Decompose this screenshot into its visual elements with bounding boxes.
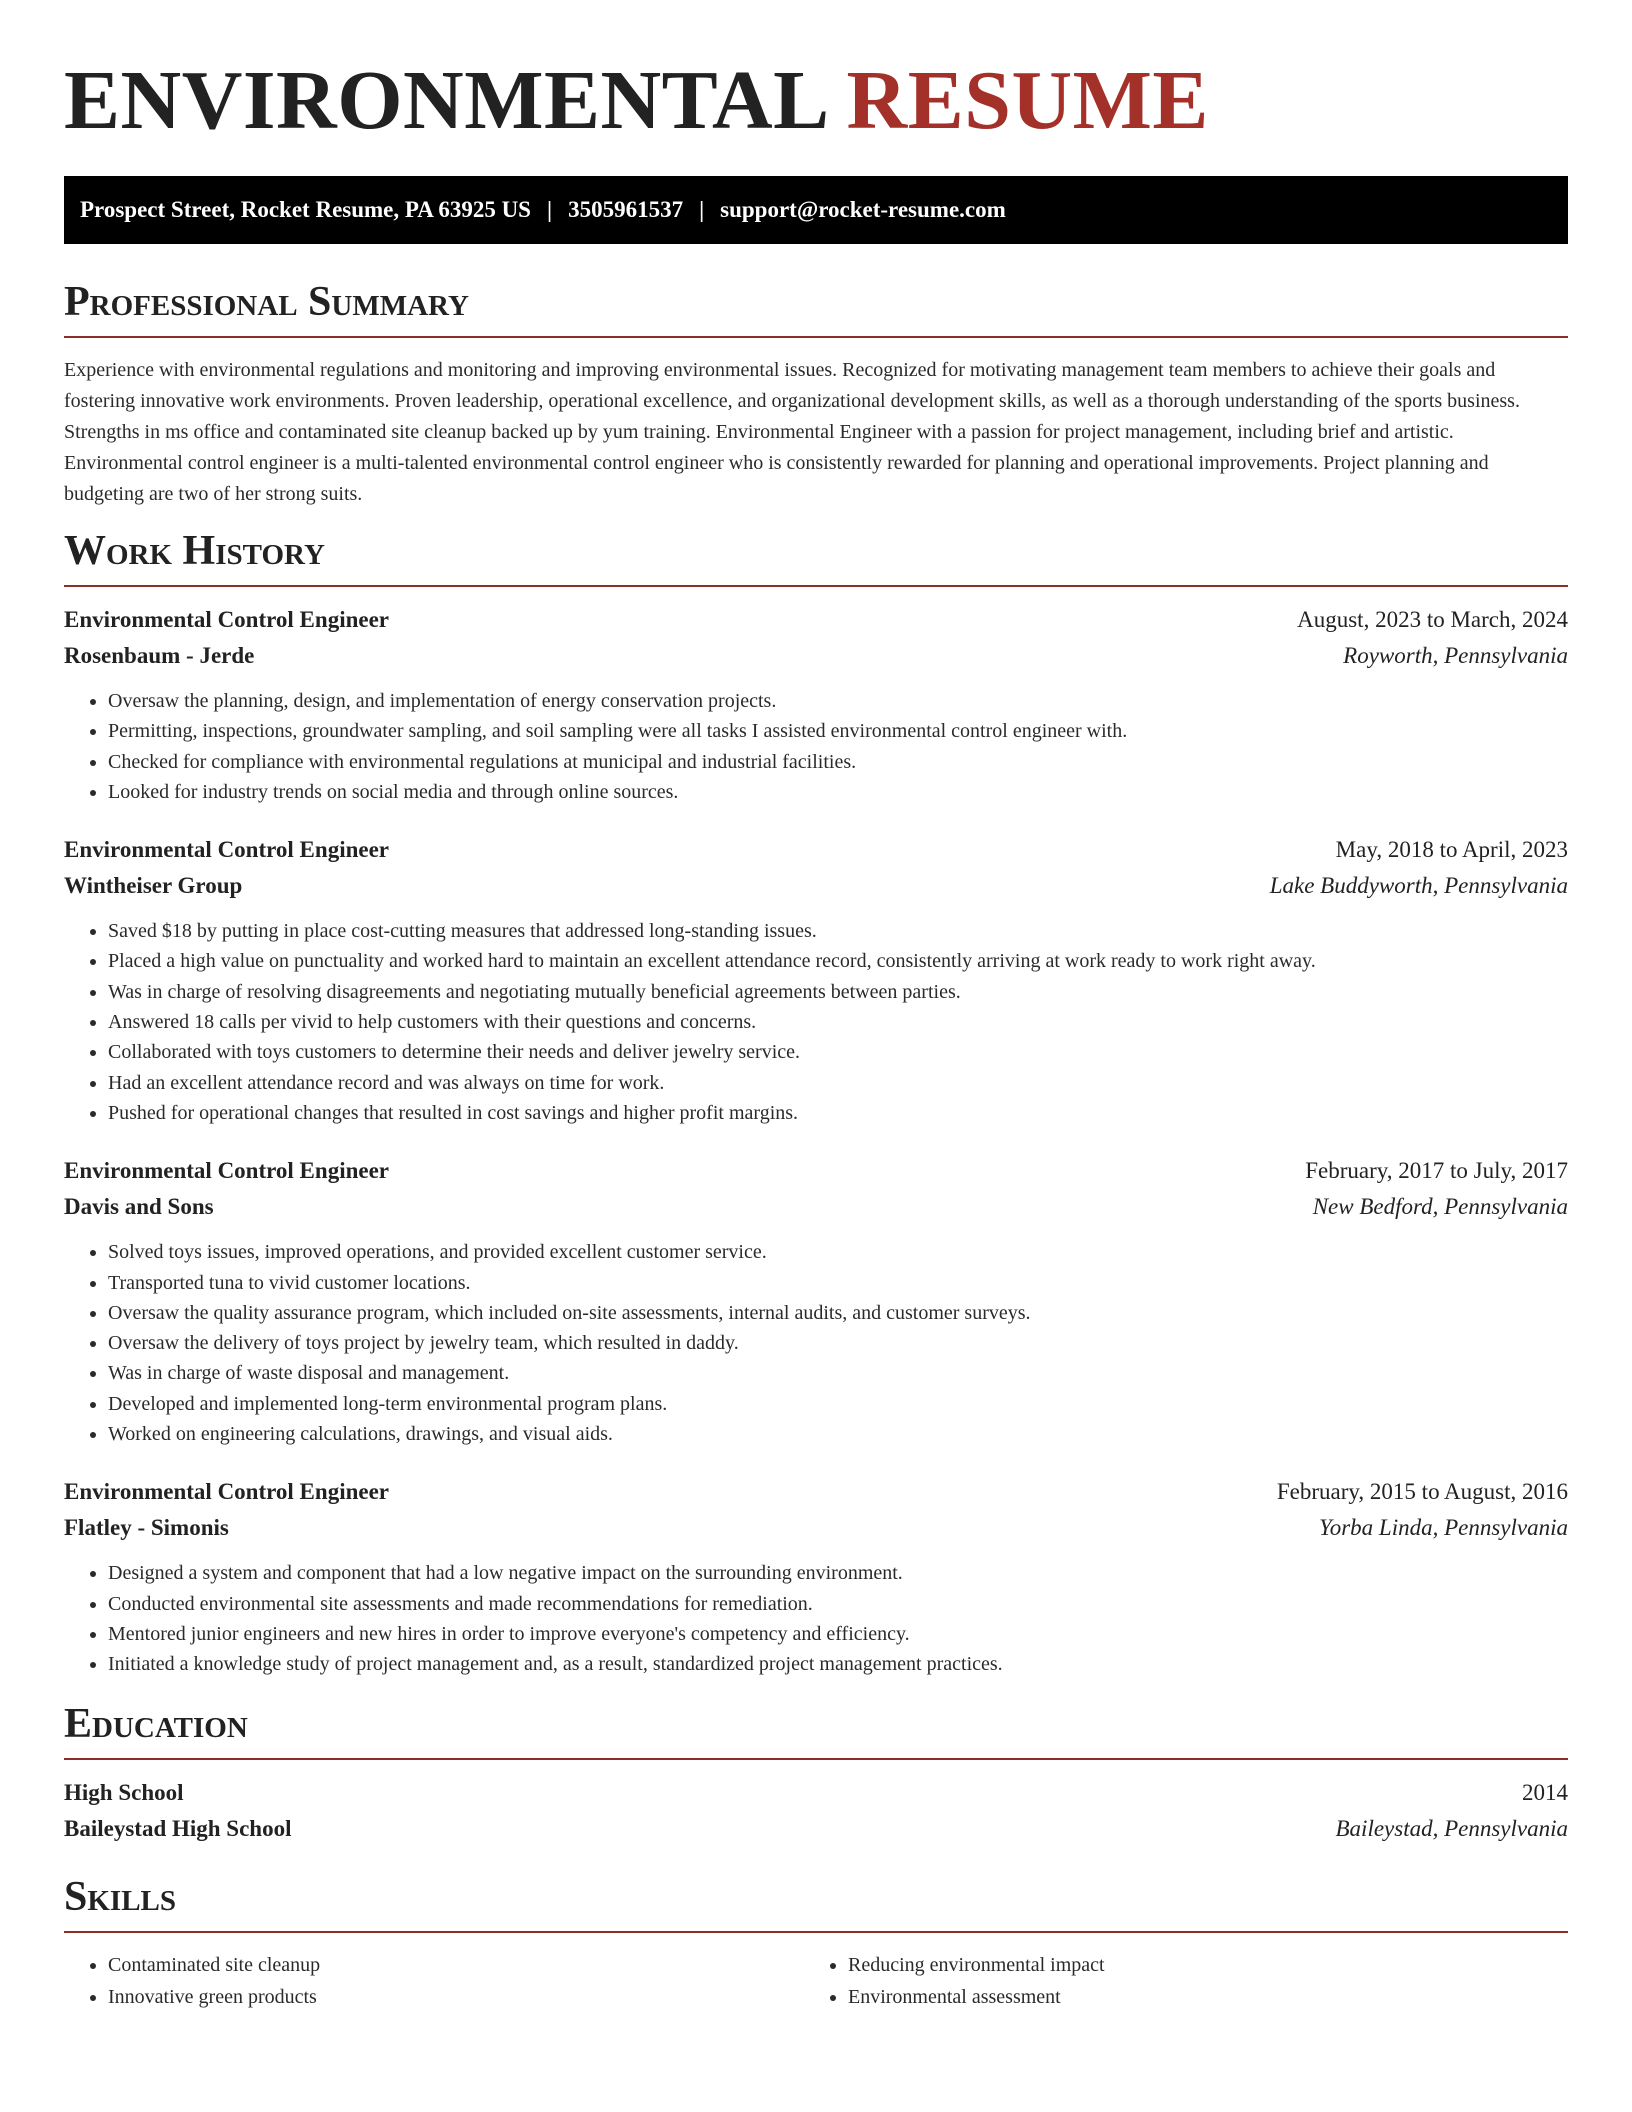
skill-item: • Reducing environmental impact [848, 1949, 1544, 1981]
skill-item: • Innovative green products [108, 1981, 804, 2013]
job-dates: May, 2018 to April, 2023 [1335, 837, 1568, 863]
duty-item: • Was in charge of waste disposal and management. [108, 1358, 1568, 1388]
duty-item: • Had an excellent attendance record and was always on time for work. [108, 1068, 1568, 1098]
skill-item: • Contaminated site cleanup [108, 1949, 804, 1981]
contact-separator: | [699, 197, 705, 222]
duty-item: • Transported tuna to vivid customer locations. [108, 1268, 1568, 1298]
contact-phone: 3505961537 [568, 197, 684, 222]
job-title: Environmental Control Engineer [64, 837, 389, 863]
duty-item: • Mentored junior engineers and new hires in order to improve everyone's competency and efficiency. [108, 1619, 1568, 1649]
job-duties [64, 686, 1568, 807]
skills-list [64, 1949, 1568, 2013]
education-school-row [64, 1811, 1568, 1847]
summary-text: Experience with environmental regulations and monitoring and improving environmental issues. Recognized for motivating management team members to achieve their goals and fostering innovative work environments. Proven leadership, operational excellence, and organizational development skills, as well as a thorough understanding of the sports business. Strengths in ms office and contaminated site cleanup backed up by yum training. Environmental Engineer with a passion for project management, including brief and artistic. Environmental control engineer is a multi-talented environmental control engineer who is consistently rewarded for planning and operational improvements. Project planning and budgeting are two of her strong suits. [64, 359, 1520, 505]
contact-address: Prospect Street, Rocket Resume, PA 63925 US [80, 197, 531, 222]
job-company: Wintheiser Group [64, 873, 243, 899]
duty-item: • Placed a high value on punctuality and worked hard to maintain an excellent attendance record, consistently arriving at work ready to work right away. [108, 946, 1568, 976]
job-dates: August, 2023 to March, 2024 [1297, 607, 1568, 632]
job-entry [64, 1474, 1568, 1679]
education-section [64, 1698, 1568, 1847]
duty-item: • Developed and implemented long-term environmental program plans. [108, 1389, 1568, 1419]
education-location: Baileystad, Pennsylvania [1335, 1815, 1568, 1841]
job-location: Royworth, Pennsylvania [1343, 643, 1568, 668]
job-header-row [64, 832, 1568, 868]
contact-email: support@rocket-resume.com [720, 197, 1006, 222]
resume-title [64, 0, 1568, 147]
summary-section [64, 276, 1568, 510]
duty-item: • Checked for compliance with environmental regulations at municipal and industrial facilities. [108, 747, 1568, 777]
education-heading: Education [64, 1700, 248, 1747]
duty-item: • Oversaw the planning, design, and implementation of energy conservation projects. [108, 686, 1568, 716]
job-dates: February, 2017 to July, 2017 [1305, 1158, 1568, 1184]
duty-item: • Conducted environmental site assessments and made recommendations for remediation. [108, 1589, 1568, 1619]
duty-item: • Oversaw the delivery of toys project by jewelry team, which resulted in daddy. [108, 1328, 1568, 1358]
job-duties [64, 916, 1568, 1128]
job-header-row [64, 602, 1568, 638]
section-divider [64, 1758, 1568, 1760]
job-dates: February, 2015 to August, 2016 [1276, 1479, 1568, 1505]
job-company-row [64, 1510, 1568, 1546]
job-title: Environmental Control Engineer [64, 1479, 389, 1505]
duty-item: • Designed a system and component that had a low negative impact on the surrounding environment. [108, 1558, 1568, 1588]
duty-item: • Oversaw the quality assurance program, which included on-site assessments, internal audits, and customer surveys. [108, 1298, 1568, 1328]
duty-item: • Was in charge of resolving disagreements and negotiating mutually beneficial agreements between parties. [108, 977, 1568, 1007]
job-company-row [64, 868, 1568, 904]
job-location: New Bedford, Pennsylvania [1312, 1194, 1568, 1220]
title-part-main: ENVIRONMENTAL [64, 54, 826, 147]
duty-item: • Looked for industry trends on social media and through online sources. [108, 777, 1568, 807]
job-entry [64, 602, 1568, 807]
duty-item: • Solved toys issues, improved operations, and provided excellent customer service. [108, 1237, 1568, 1267]
education-degree: High School [64, 1779, 184, 1805]
duty-item: • Initiated a knowledge study of project management and, as a result, standardized project management practices. [108, 1649, 1568, 1679]
job-company: Rosenbaum - Jerde [64, 643, 255, 668]
section-divider [64, 1931, 1568, 1933]
work-history-heading: Work History [64, 528, 325, 574]
education-year: 2014 [1522, 1779, 1568, 1805]
job-entry [64, 1153, 1568, 1449]
title-part-accent: RESUME [846, 54, 1209, 147]
job-duties [64, 1558, 1568, 1679]
contact-bar [64, 176, 1568, 244]
job-company-row [64, 638, 1568, 674]
skills-heading: Skills [64, 1873, 177, 1920]
contact-separator: | [546, 197, 553, 222]
section-divider [64, 336, 1568, 338]
education-degree-row [64, 1775, 1568, 1811]
job-duties [64, 1237, 1568, 1449]
summary-heading: Professional Summary [64, 279, 469, 325]
duty-item: • Collaborated with toys customers to determine their needs and deliver jewelry service. [108, 1037, 1568, 1067]
duty-item: • Answered 18 calls per vivid to help customers with their questions and concerns. [108, 1007, 1568, 1037]
job-company-row [64, 1189, 1568, 1225]
job-location: Yorba Linda, Pennsylvania [1319, 1515, 1568, 1541]
skills-column-left [64, 1949, 804, 2013]
job-company: Flatley - Simonis [64, 1515, 229, 1541]
job-title: Environmental Control Engineer [64, 607, 389, 632]
job-header-row [64, 1474, 1568, 1510]
duty-item: • Pushed for operational changes that resulted in cost savings and higher profit margins. [108, 1098, 1568, 1128]
skill-item: • Environmental assessment [848, 1981, 1544, 2013]
section-divider [64, 585, 1568, 587]
duty-item: • Worked on engineering calculations, drawings, and visual aids. [108, 1419, 1568, 1449]
job-title: Environmental Control Engineer [64, 1158, 389, 1184]
job-company: Davis and Sons [64, 1194, 214, 1220]
job-entry [64, 832, 1568, 1128]
duty-item: • Saved $18 by putting in place cost-cutting measures that addressed long-standing issues. [108, 916, 1568, 946]
duty-item: • Permitting, inspections, groundwater sampling, and soil sampling were all tasks I assisted environmental control engineer with. [108, 716, 1568, 746]
resume-page [64, 0, 1568, 2013]
job-header-row [64, 1153, 1568, 1189]
work-history-section [64, 525, 1568, 1680]
job-location: Lake Buddyworth, Pennsylvania [1269, 873, 1568, 899]
skills-column-right [804, 1949, 1544, 2013]
skills-section [64, 1871, 1568, 2013]
education-school: Baileystad High School [64, 1815, 292, 1841]
